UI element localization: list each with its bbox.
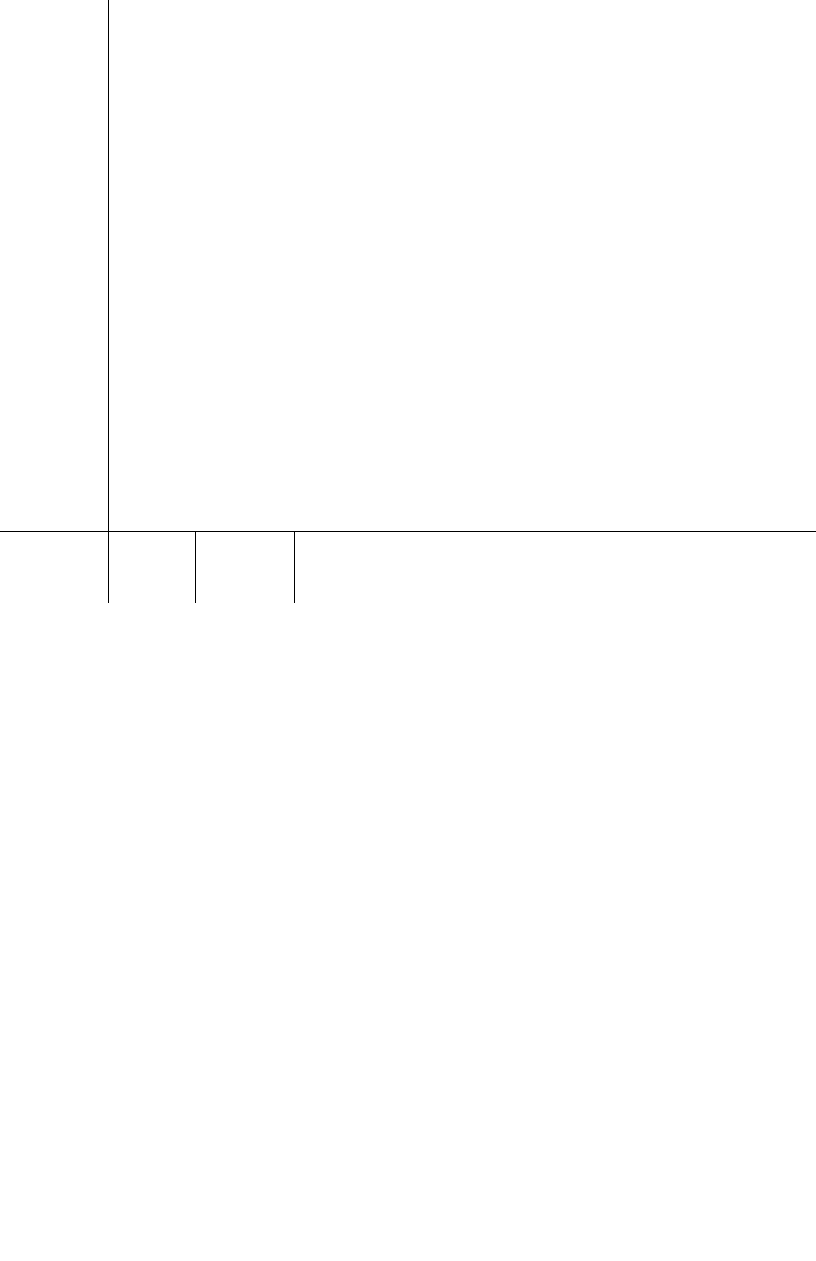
top-table-border <box>195 531 196 603</box>
top-table-border <box>294 531 295 603</box>
top-table-border <box>0 531 816 532</box>
top-table-border <box>108 0 109 603</box>
